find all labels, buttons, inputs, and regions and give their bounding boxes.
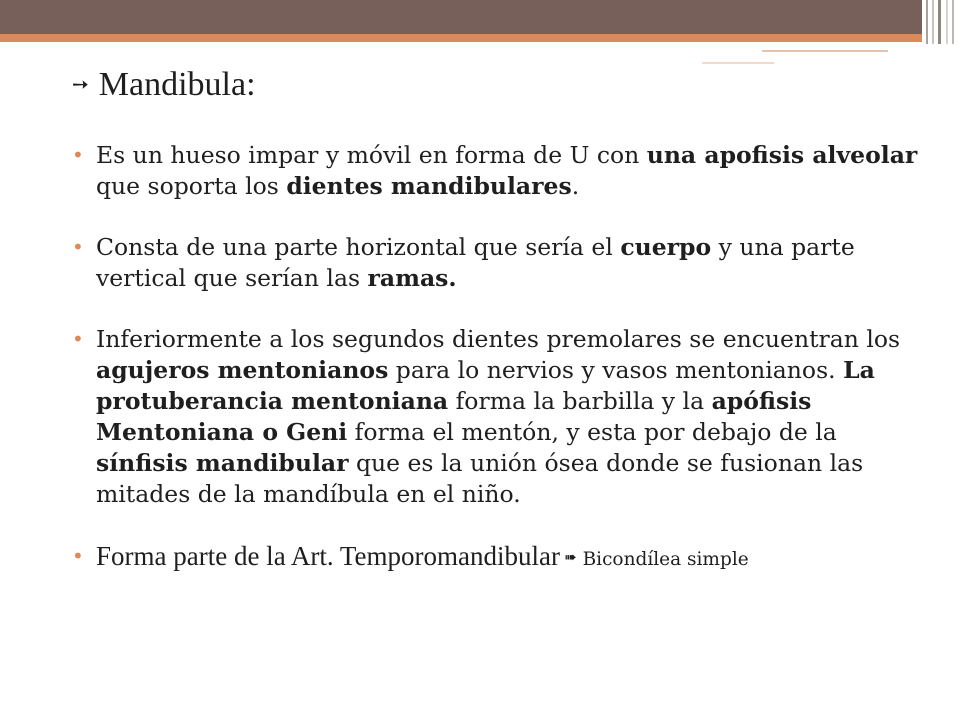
- decorative-lines: [922, 0, 960, 44]
- decorative-rule: [762, 50, 888, 52]
- bullet-dot-icon: •: [72, 327, 84, 351]
- bullet-text: Es un hueso impar y móvil en forma de U con una apofisis alveolar que soporta los dientes mandibulares.: [96, 141, 918, 200]
- bullet-text: Forma parte de la Art. Temporomandibular: [96, 541, 560, 571]
- bullet-dot-icon: •: [72, 235, 84, 259]
- double-dash-arrow-icon: ➙: [72, 72, 89, 96]
- bullet-text: Consta de una parte horizontal que sería el cuerpo y una parte vertical que serían las ramas.: [96, 233, 855, 292]
- slide-title: [72, 66, 256, 104]
- accent-band: [0, 34, 922, 42]
- bullet-item: [72, 140, 922, 202]
- bullet-item: [72, 324, 922, 510]
- decorative-rule: [702, 62, 774, 64]
- bullet-dot-icon: •: [72, 143, 84, 167]
- bullet-item: [72, 232, 922, 294]
- bullet-text: Inferiormente a los segundos dientes premolares se encuentran los agujeros mentonianos para lo nervios y vasos mentonianos. La protuberancia mentoniana forma la barbilla y la apófisis Mentoniana o Geni forma el mentón, y esta por debajo de la sínfisis mandibular que es la unión ósea donde se fusionan las mitades de la mandíbula en el niño.: [96, 325, 901, 508]
- bullet-dot-icon: •: [72, 544, 84, 568]
- bullet-item: [72, 540, 922, 577]
- title-text: Mandibula:: [98, 66, 256, 103]
- header-bar: [0, 0, 960, 34]
- bullet-list: [72, 140, 922, 607]
- bullet-tail-text: Bicondílea simple: [582, 549, 749, 570]
- arrow-right-icon: ➠: [563, 548, 577, 566]
